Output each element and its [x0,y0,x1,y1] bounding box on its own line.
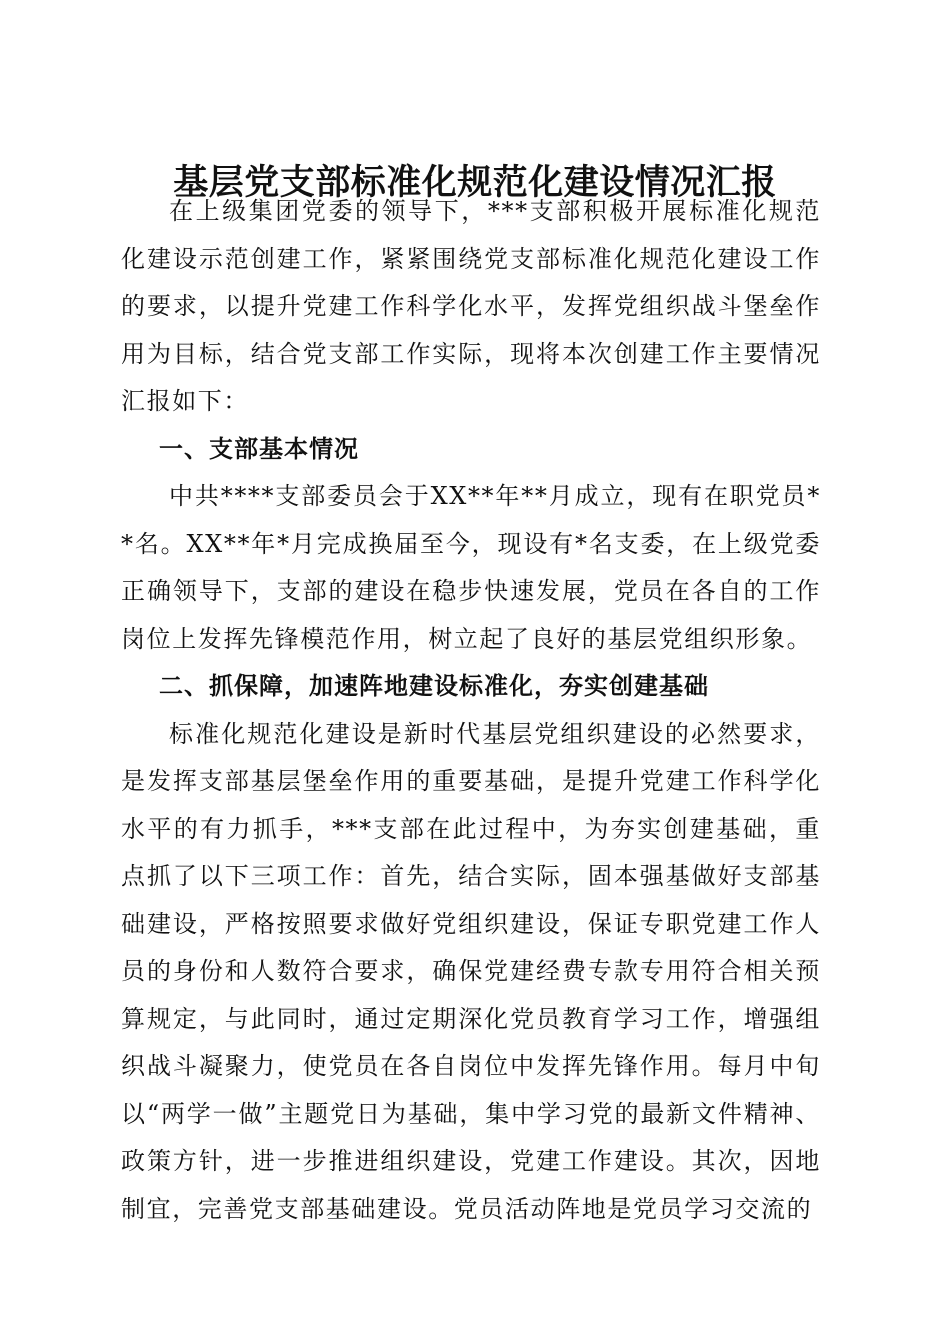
document-body [121,188,821,1233]
intro-paragraph: 在上级集团党委的领导下，***支部积极开展标准化规范化建设示范创建工作，紧紧围绕党支部标准化规范化建设工作的要求，以提升党建工作科学化水平，发挥党组织战斗堡垒作用为目标，结合党支部工作实际，现将本次创建工作主要情况汇报如下： [121,197,821,415]
section-2-paragraph: 标准化规范化建设是新时代基层党组织建设的必然要求，是发挥支部基层堡垒作用的重要基础，是提升党建工作科学化水平的有力抓手，***支部在此过程中，为夯实创建基础，重点抓了以下三项工作：首先，结合实际，固本强基做好支部基础建设，严格按照要求做好党组织建设，保证专职党建工作人员的身份和人数符合要求，确保党建经费专款专用符合相关预算规定，与此同时，通过定期深化党员教育学习工作，增强组织战斗凝聚力，使党员在各自岗位中发挥先锋作用。每月中旬以“两学一做”主题党日为基础，集中学习党的最新文件精神、政策方针，进一步推进组织建设，党建工作建设。其次，因地制宜，完善党支部基础建设。党员活动阵地是党员学习交流的 [121,719,821,1223]
document-title: 基层党支部标准化规范化建设情况汇报 [173,162,777,204]
section-1-heading: 一、支部基本情况 [159,434,359,463]
section-1-paragraph: 中共****支部委员会于XX**年**月成立，现有在职党员**名。XX**年*月完成换届至今，现设有*名支委，在上级党委正确领导下，支部的建设在稳步快速发展，党员在各自的工作岗位上发挥先锋模范作用，树立起了良好的基层党组织形象。 [121,482,821,653]
section-2-heading: 二、抓保障，加速阵地建设标准化，夯实创建基础 [159,672,709,700]
